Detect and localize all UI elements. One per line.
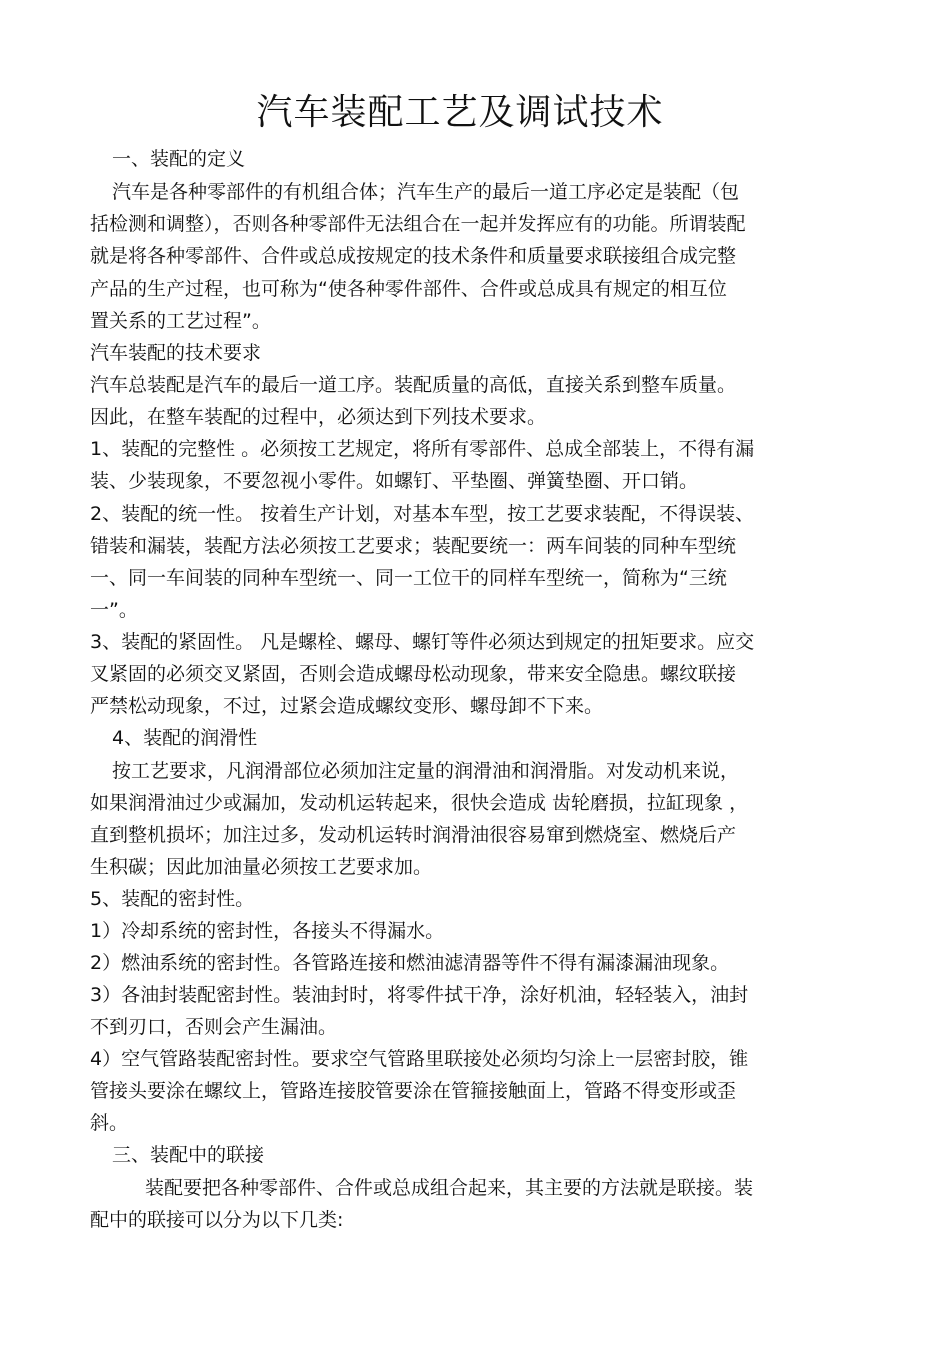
section-heading: 汽车装配的技术要求 (90, 342, 262, 364)
paragraph-line: 括检测和调整），否则各种零部件无法组合在一起并发挥应有的功能。所谓装配 (90, 213, 746, 235)
paragraph-line: 因此，在整车装配的过程中，必须达到下列技术要求。 (90, 406, 547, 428)
list-item-line: 4）空气管路装配密封性。要求空气管路里联接处必须均匀涂上一层密封胶，锥 (90, 1048, 749, 1070)
list-item-line: 2、装配的统一性。 按着生产计划，对基本车型，按工艺要求装配，不得误装、 (90, 503, 755, 525)
paragraph-line: 装配要把各种零部件、合件或总成组合起来，其主要的方法就是联接。装 (145, 1177, 754, 1199)
paragraph-line: 如果润滑油过少或漏加，发动机运转起来，很快会造成 齿轮磨损，拉缸现象 ， (90, 792, 749, 814)
paragraph-line: 生积碳；因此加油量必须按工艺要求加。 (90, 856, 433, 878)
paragraph-line: 配中的联接可以分为以下几类: (90, 1209, 344, 1231)
list-item-line: 斜。 (90, 1112, 129, 1134)
list-item-line: 一”。 (90, 599, 138, 621)
paragraph-line: 按工艺要求，凡润滑部位必须加注定量的润滑油和润滑脂。对发动机来说， (112, 760, 740, 782)
list-item-line: 严禁松动现象，不过，过紧会造成螺纹变形、螺母卸不下来。 (90, 695, 604, 717)
paragraph-line: 就是将各种零部件、合件或总成按规定的技术条件和质量要求联接组合成完整 (90, 245, 737, 267)
list-item-line: 1、装配的完整性 。必须按工艺规定，将所有零部件、总成全部装上，不得有漏 (90, 438, 755, 460)
section-heading: 三、装配中的联接 (112, 1144, 265, 1166)
section-heading: 一、装配的定义 (112, 148, 246, 170)
paragraph-line: 置关系的工艺过程”。 (90, 310, 271, 332)
list-item-line: 一、同一车间装的同种车型统一、同一工位干的同样车型统一，简称为“三统 (90, 567, 727, 589)
list-item-line: 3、装配的紧固性。 凡是螺栓、螺母、螺钉等件必须达到规定的扭矩要求。应交 (90, 631, 755, 653)
paragraph-line: 汽车是各种零部件的有机组合体；汽车生产的最后一道工序必定是装配（包 (112, 181, 740, 203)
list-item-line: 3）各油封装配密封性。装油封时，将零件拭干净，涂好机油，轻轻装入，油封 (90, 984, 749, 1006)
list-item-line: 装、少装现象，不要忽视小零件。如螺钉、平垫圈、弹簧垫圈、开口销。 (90, 470, 699, 492)
list-item-line: 1）冷却系统的密封性，各接头不得漏水。 (90, 920, 445, 942)
paragraph-line: 汽车总装配是汽车的最后一道工序。装配质量的高低，直接关系到整车质量。 (90, 374, 737, 396)
list-item-line: 2）燃油系统的密封性。各管路连接和燃油滤清器等件不得有漏漆漏油现象。 (90, 952, 730, 974)
section-heading: 4、装配的润滑性 (112, 727, 258, 749)
paragraph-line: 产品的生产过程，也可称为“使各种零件部件、合件或总成具有规定的相互位 (90, 278, 727, 300)
list-item-line: 不到刃口，否则会产生漏油。 (90, 1016, 338, 1038)
section-heading: 5、装配的密封性。 (90, 888, 255, 910)
list-item-line: 叉紧固的必须交叉紧固，否则会造成螺母松动现象，带来安全隐患。螺纹联接 (90, 663, 737, 685)
list-item-line: 管接头要涂在螺纹上，管路连接胶管要涂在管箍接触面上，管路不得变形或歪 (90, 1080, 737, 1102)
document-title: 汽车装配工艺及调试技术 (256, 92, 664, 133)
paragraph-line: 直到整机损坏；加注过多，发动机运转时润滑油很容易窜到燃烧室、燃烧后产 (90, 824, 737, 846)
list-item-line: 错装和漏装，装配方法必须按工艺要求；装配要统一：两车间装的同种车型统 (90, 535, 737, 557)
